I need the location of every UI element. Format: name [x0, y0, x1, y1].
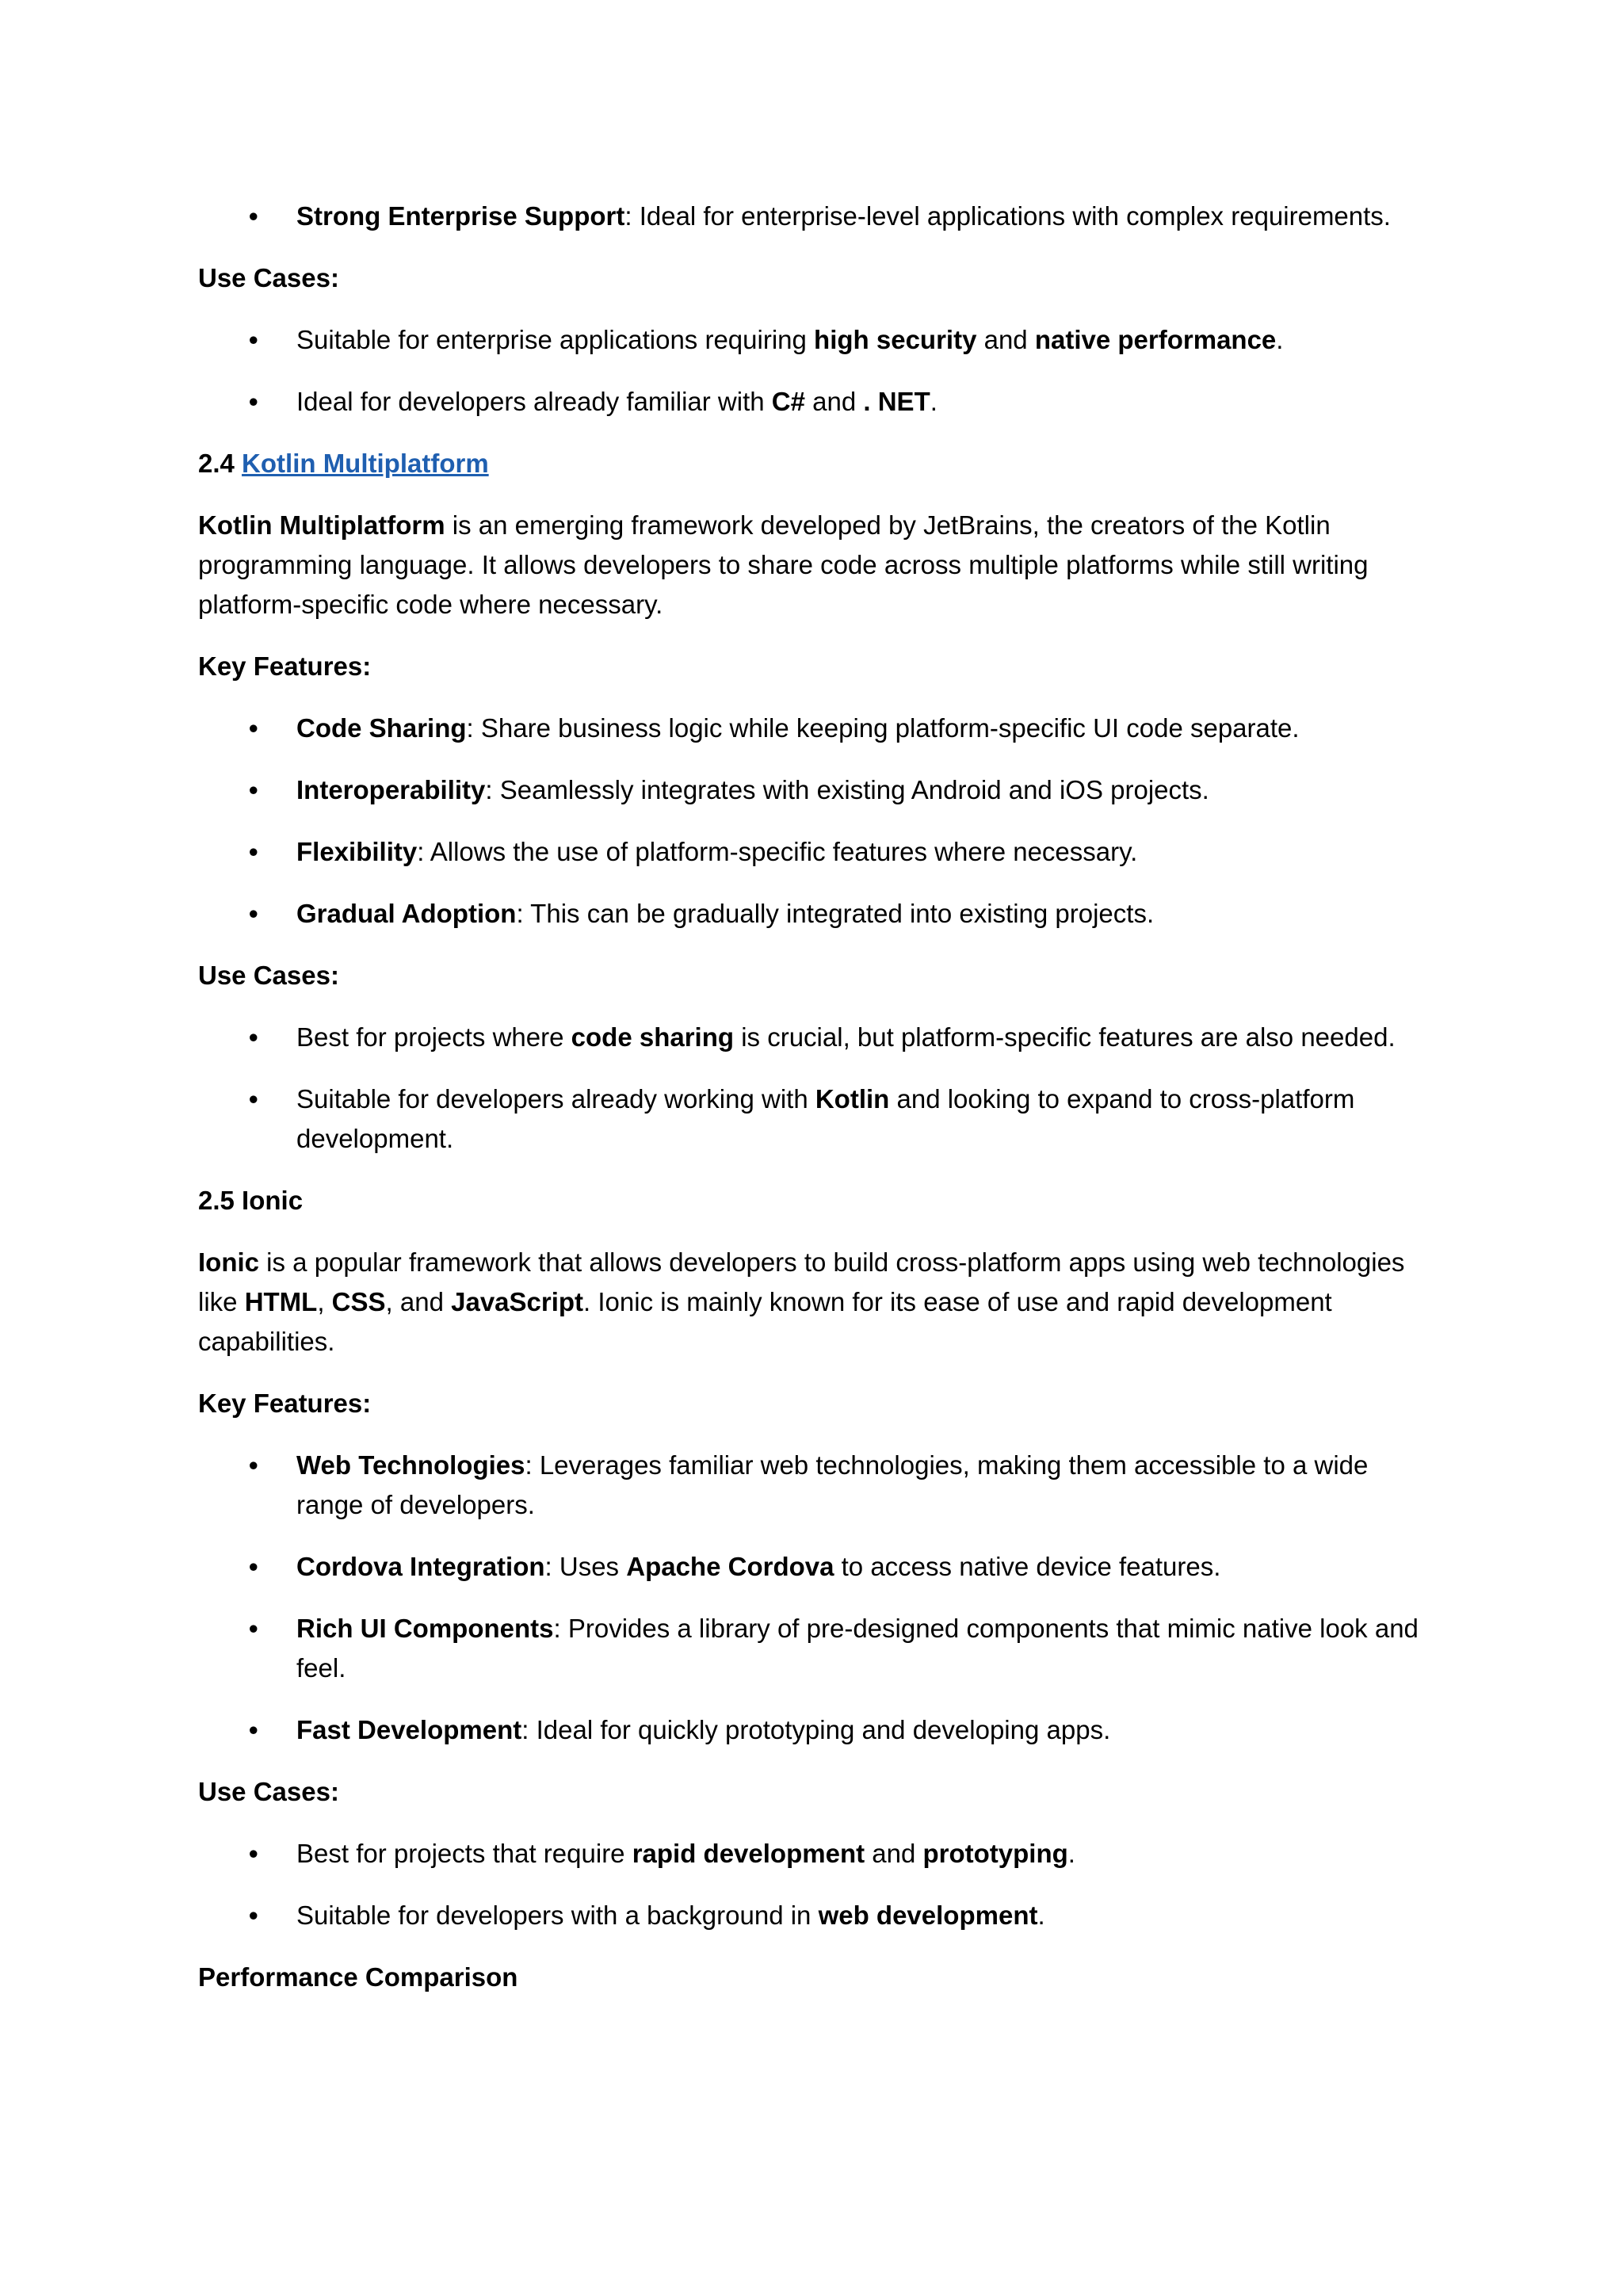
- item-text: : This can be gradually integrated into existing projects.: [516, 899, 1155, 928]
- item-text: .: [1276, 325, 1284, 354]
- item-text: : Provides a library of pre-designed components that mimic native look and feel.: [296, 1614, 1419, 1683]
- item-bold: Strong Enterprise Support: [296, 201, 625, 231]
- enterprise-support-list: [198, 197, 1434, 236]
- key-features-heading: Key Features:: [198, 651, 372, 681]
- bullet-icon: •: [249, 1022, 258, 1052]
- item-text: : Ideal for enterprise-level applications with complex requirements.: [624, 201, 1391, 231]
- list-item: [198, 197, 1434, 236]
- item-text: : Ideal for quickly prototyping and developing apps.: [521, 1715, 1111, 1744]
- item-text: and looking to expand to cross-platform development.: [296, 1084, 1355, 1153]
- intro-bold: Kotlin Multiplatform: [198, 510, 445, 540]
- bullet-icon: •: [249, 201, 258, 231]
- document-content: [198, 197, 1434, 2019]
- item-text: : Seamlessly integrates with existing Android and iOS projects.: [485, 775, 1209, 804]
- item-text: Suitable for enterprise applications requiring: [296, 325, 815, 354]
- intro-bold: JavaScript: [451, 1287, 584, 1316]
- bullet-icon: •: [249, 1715, 258, 1744]
- list-item: [198, 1609, 1434, 1688]
- list-item: [198, 1710, 1434, 1750]
- list-item: [198, 770, 1434, 810]
- performance-comparison-heading: Performance Comparison: [198, 1962, 518, 1992]
- item-text: Best for projects that require: [296, 1839, 632, 1868]
- item-bold: prototyping: [922, 1839, 1068, 1868]
- list-item: [198, 1834, 1434, 1874]
- intro-text: is a popular framework that allows developers to build cross-platform apps using web technologies like: [198, 1247, 1405, 1316]
- list-item: [198, 320, 1434, 360]
- item-bold: high security: [814, 325, 977, 354]
- item-text: .: [930, 387, 938, 416]
- item-bold: Cordova Integration: [296, 1552, 545, 1581]
- item-bold: C#: [771, 387, 805, 416]
- item-text: Best for projects where: [296, 1022, 571, 1052]
- bullet-icon: •: [249, 1839, 258, 1868]
- list-item: [198, 1079, 1434, 1159]
- section-number: 2.4: [198, 449, 242, 478]
- item-bold: Kotlin: [815, 1084, 890, 1114]
- list-item: [198, 1446, 1434, 1525]
- bullet-icon: •: [249, 1901, 258, 1930]
- bullet-icon: •: [249, 1552, 258, 1581]
- item-bold: rapid development: [632, 1839, 865, 1868]
- bullet-icon: •: [249, 775, 258, 804]
- item-text: : Leverages familiar web technologies, making them accessible to a wide range of developers.: [296, 1450, 1369, 1519]
- kotlin-features-list: [198, 709, 1434, 934]
- bullet-icon: •: [249, 713, 258, 743]
- use-cases-heading: Use Cases:: [198, 1777, 339, 1806]
- item-bold: Apache Cordova: [626, 1552, 834, 1581]
- bullet-icon: •: [249, 387, 258, 416]
- list-item: [198, 382, 1434, 422]
- section-heading-kotlin: [198, 444, 1434, 483]
- item-text: : Uses: [544, 1552, 627, 1581]
- ionic-features-list: [198, 1446, 1434, 1750]
- item-text: .: [1037, 1901, 1045, 1930]
- list-item: [198, 894, 1434, 934]
- item-bold: web development: [818, 1901, 1038, 1930]
- item-text: and: [865, 1839, 923, 1868]
- item-bold: code sharing: [571, 1022, 735, 1052]
- item-bold: Flexibility: [296, 837, 418, 866]
- list-item: [198, 1547, 1434, 1587]
- intro-bold: CSS: [331, 1287, 386, 1316]
- bullet-icon: •: [249, 1084, 258, 1114]
- intro-bold: Ionic: [198, 1247, 260, 1277]
- list-item: [198, 1896, 1434, 1935]
- use-cases-list: [198, 320, 1434, 422]
- item-bold: native performance: [1034, 325, 1277, 354]
- use-cases-heading: Use Cases:: [198, 263, 339, 292]
- item-bold: Rich UI Components: [296, 1614, 554, 1643]
- bullet-icon: •: [249, 1450, 258, 1480]
- kotlin-intro-paragraph: [198, 506, 1434, 625]
- intro-text: ,: [317, 1287, 332, 1316]
- item-text: .: [1067, 1839, 1075, 1868]
- section-heading-ionic: 2.5 Ionic: [198, 1186, 304, 1215]
- item-text: and: [976, 325, 1035, 354]
- item-text: : Allows the use of platform-specific features where necessary.: [417, 837, 1138, 866]
- item-text: Ideal for developers already familiar with: [296, 387, 772, 416]
- item-text: Suitable for developers already working with: [296, 1084, 815, 1114]
- kotlin-multiplatform-link[interactable]: Kotlin Multiplatform: [242, 449, 489, 478]
- intro-text: , and: [385, 1287, 452, 1316]
- list-item: [198, 1018, 1434, 1057]
- bullet-icon: •: [249, 837, 258, 866]
- item-bold: Fast Development: [296, 1715, 522, 1744]
- bullet-icon: •: [249, 899, 258, 928]
- item-bold: Gradual Adoption: [296, 899, 517, 928]
- list-item: [198, 709, 1434, 748]
- key-features-heading: Key Features:: [198, 1389, 372, 1418]
- intro-text: is an emerging framework developed by JetBrains, the creators of the Kotlin programming language. It allows developers to share code across multiple platforms while still writing platform-specific code where necessary.: [198, 510, 1369, 619]
- bullet-icon: •: [249, 1614, 258, 1643]
- item-text: and: [804, 387, 864, 416]
- list-item: [198, 832, 1434, 872]
- item-bold: Code Sharing: [296, 713, 467, 743]
- item-bold: Web Technologies: [296, 1450, 525, 1480]
- item-text: is crucial, but platform-specific features are also needed.: [734, 1022, 1396, 1052]
- ionic-intro-paragraph: [198, 1243, 1434, 1362]
- item-bold: Interoperability: [296, 775, 486, 804]
- item-text: Suitable for developers with a background in: [296, 1901, 819, 1930]
- item-text: to access native device features.: [834, 1552, 1221, 1581]
- item-text: : Share business logic while keeping platform-specific UI code separate.: [466, 713, 1300, 743]
- intro-bold: HTML: [244, 1287, 318, 1316]
- use-cases-heading: Use Cases:: [198, 961, 339, 990]
- ionic-use-cases-list: [198, 1834, 1434, 1935]
- intro-text: . Ionic is mainly known for its ease of use and rapid development capabilities.: [198, 1287, 1332, 1356]
- item-bold: . NET: [863, 387, 930, 416]
- kotlin-use-cases-list: [198, 1018, 1434, 1159]
- bullet-icon: •: [249, 325, 258, 354]
